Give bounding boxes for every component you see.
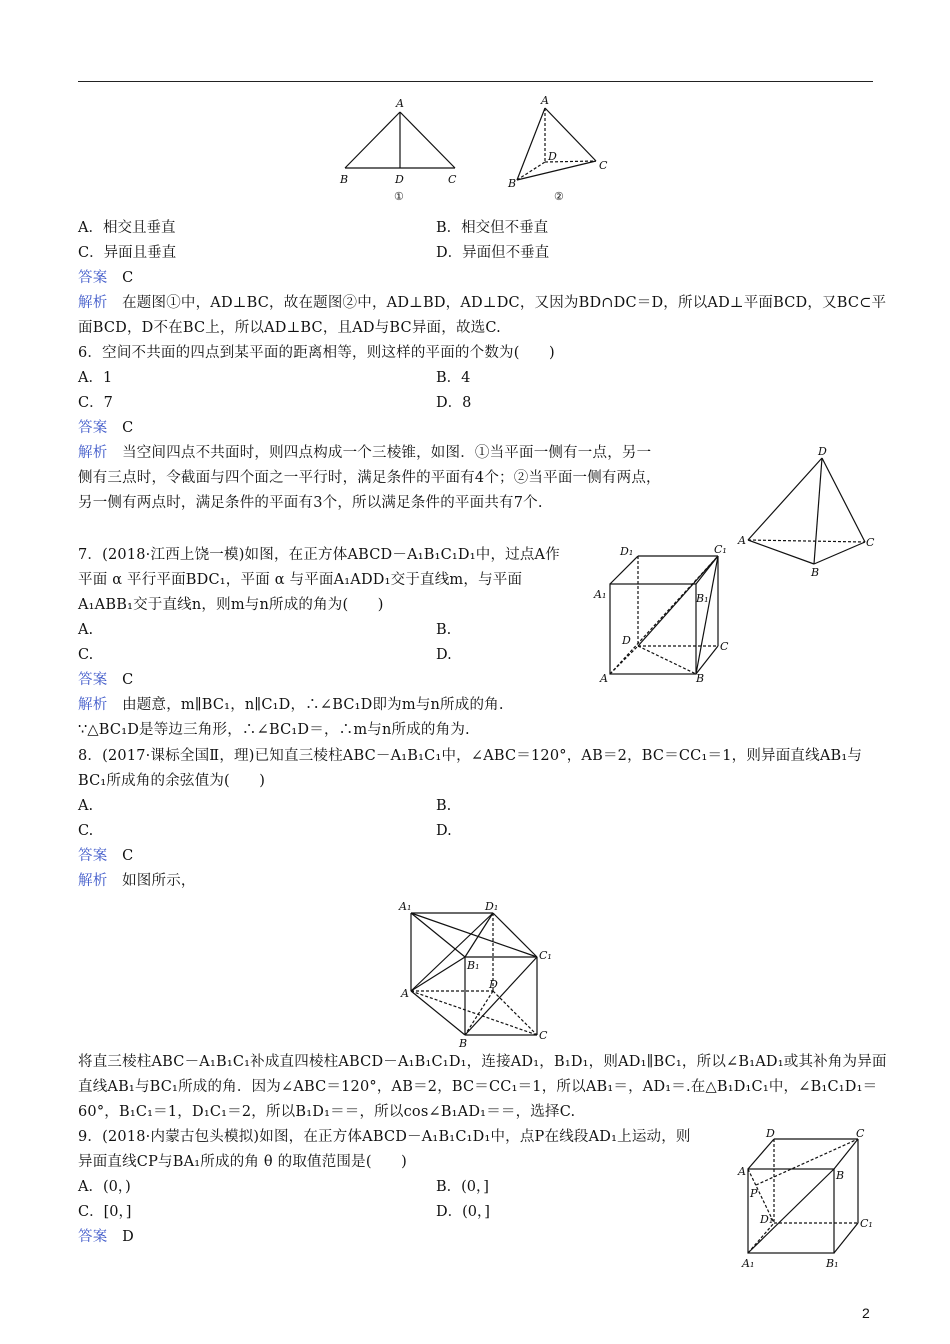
cube9-label-a1: A₁ [742,1257,755,1270]
answer-value: C [122,270,134,286]
fig1-label-a: A [396,97,404,110]
fig1-lines [345,112,455,168]
q8-answer [78,846,133,866]
q9-option-c: C．[0，] [78,1204,132,1220]
q6-analysis-line3: 另一侧有两点时，满足条件的平面有3个，所以满足条件的平面共有7个. [78,495,543,511]
q8-option-b: B. [436,798,452,814]
cube9-label-b: B [836,1169,845,1182]
cube7-label-a1: A₁ [594,588,607,601]
header-rule [78,81,873,82]
figure-triangles-1-2 [330,92,620,212]
prism-label-d1: D₁ [485,900,499,913]
q8-stem-line2: BC₁所成角的余弦值为( ) [78,773,266,789]
prism-label-b: B [459,1037,468,1047]
q8-analysis-intro: 解析 如图所示， [78,873,196,889]
q8-analysis-line1: 将直三棱柱ABC－A₁B₁C₁补成直四棱柱ABCD－A₁B₁C₁D₁，连接AD₁，B₁D₁，则AD₁∥BC₁，所以∠B₁AD₁或其补角为异面 [78,1054,887,1070]
prism-label-c1: C₁ [539,949,552,962]
q9-stem-line2: 异面直线CP与BA₁所成的角 θ 的取值范围是( ) [78,1154,407,1170]
fig2-label-a: A [541,94,549,107]
fig2-lines [517,108,596,180]
q6-answer [78,418,133,438]
page-number: 2 [862,1305,870,1321]
q8-stem-line1: 8．(2017·课标全国Ⅱ，理)已知直三棱柱ABC－A₁B₁C₁中，∠ABC＝120°，AB＝2，BC＝CC₁＝1，则异面直线AB₁与 [78,748,863,764]
analysis-label: 解析 [78,445,108,461]
q5-option-c: C．异面且垂直 [78,245,177,261]
cube7-label-d: D [622,634,631,647]
q5-analysis-line2: 面BCD，D不在BC上，所以AD⊥BC，且AD与BC异面，故选C. [78,320,501,336]
fig1-caption: ① [394,190,404,203]
cube9-label-p: P [750,1187,758,1200]
q5-option-b: B．相交但不垂直 [436,220,549,236]
q7-answer [78,670,133,690]
tetra-label-d: D [818,445,827,458]
cube7-label-a: A [600,672,608,685]
q8-option-d: D. [436,823,452,839]
q9-option-a: A．(0，) [78,1179,131,1195]
q7-stem-line2: 平面 α 平行平面BDC₁，平面 α 与平面A₁ADD₁交于直线m，与平面 [78,572,523,588]
cube7-label-c: C [720,640,729,653]
q7-stem-line3: A₁ABB₁交于直线n，则m与n所成的角为( ) [78,597,384,613]
analysis-label: 解析 [78,697,108,713]
answer-value: D [122,1229,134,1245]
q9-option-b: B．(0，] [436,1179,489,1195]
fig2-label-b: B [508,177,517,190]
q7-option-b: B. [436,622,452,638]
q7-option-a: A. [78,622,94,638]
cube9-label-c: C [856,1127,865,1140]
cube9-label-d1: D₁ [760,1213,774,1226]
q8-analysis-line2: 直线AB₁与BC₁所成的角．因为∠ABC＝120°，AB＝2，BC＝CC₁＝1，所以AB₁＝，AD₁＝.在△B₁D₁C₁中，∠B₁C₁D₁＝ [78,1079,878,1095]
analysis-label: 解析 [78,873,108,889]
cube7-label-b: B [696,672,705,685]
answer-label: 答案 [78,270,108,286]
answer-label: 答案 [78,848,108,864]
cube9-label-d: D [766,1127,775,1140]
q6-stem: 6．空间不共面的四点到某平面的距离相等，则这样的平面的个数为( ) [78,345,555,361]
answer-label: 答案 [78,1229,108,1245]
prism-label-c: C [539,1029,548,1042]
q5-answer [78,268,133,288]
cube9-label-a: A [738,1165,746,1178]
q7-option-c: C. [78,647,94,663]
fig2-caption: ② [554,190,564,203]
figure-tetrahedron [736,444,876,580]
q5-option-d: D．异面但不垂直 [436,245,550,261]
cube9-label-c1: C₁ [860,1217,873,1230]
prism-label-a: A [401,987,409,1000]
q6-analysis-line1: 解析 当空间四点不共面时，则四点构成一个三棱锥，如图．①当平面一侧有一点，另一 [78,445,652,461]
fig2-label-d: D [548,150,557,163]
figure-cube-q9 [736,1127,876,1272]
prism-label-d: D [489,978,498,991]
cube9-label-b1: B₁ [826,1257,839,1270]
analysis-label: 解析 [78,295,108,311]
q7-analysis-line1: 解析 由题意，m∥BC₁，n∥C₁D，∴∠BC₁D即为m与n所成的角. [78,697,504,713]
fig1-label-c: C [448,173,457,186]
q8-analysis-line3: 60°，B₁C₁＝1，D₁C₁＝2，所以B₁D₁＝＝，所以cos∠B₁AD₁＝＝，选择C. [78,1104,576,1120]
figure-cube-q7 [592,542,737,688]
tetra-label-c: C [866,536,875,549]
prism-label-a1: A₁ [399,900,412,913]
fig2-label-c: C [599,159,608,172]
answer-label: 答案 [78,672,108,688]
answer-value: C [122,848,134,864]
answer-value: C [122,420,134,436]
q9-stem-line1: 9．(2018·内蒙古包头模拟)如图，在正方体ABCD－A₁B₁C₁D₁中，点P在线段AD₁上运动，则 [78,1129,691,1145]
q6-option-b: B．4 [436,370,471,386]
tetra-label-b: B [811,566,820,579]
answer-label: 答案 [78,420,108,436]
q7-option-d: D. [436,647,452,663]
cube7-label-d1: D₁ [620,545,634,558]
q8-option-a: A. [78,798,94,814]
figure-prism-q8 [395,897,560,1047]
q6-option-a: A．1 [78,370,113,386]
q5-analysis-line1: 解析 在题图①中，AD⊥BC，故在题图②中，AD⊥BD，AD⊥DC，又因为BD∩DC＝D，所以AD⊥平面BCD，又BC⊂平 [78,295,887,311]
q7-analysis-line2: ∵△BC₁D是等边三角形，∴∠BC₁D＝，∴m与n所成的角为. [78,722,470,738]
cube7-label-b1: B₁ [696,592,709,605]
cube7-label-c1: C₁ [714,543,727,556]
answer-value: C [122,672,134,688]
fig1-label-b: B [340,173,349,186]
q9-answer [78,1227,134,1247]
q5-option-a: A．相交且垂直 [78,220,176,236]
q6-option-c: C．7 [78,395,113,411]
tetra-label-a: A [738,534,746,547]
q7-stem-line1: 7．(2018·江西上饶一模)如图，在正方体ABCD－A₁B₁C₁D₁中，过点A作 [78,547,560,563]
prism-label-b1: B₁ [467,959,480,972]
q6-analysis-line2: 侧有三点时，令截面与四个面之一平行时，满足条件的平面有4个；②当平面一侧有两点， [78,470,661,486]
q8-option-c: C. [78,823,94,839]
q6-option-d: D．8 [436,395,472,411]
fig1-label-d: D [395,173,404,186]
q9-option-d: D．(0，] [436,1204,490,1220]
